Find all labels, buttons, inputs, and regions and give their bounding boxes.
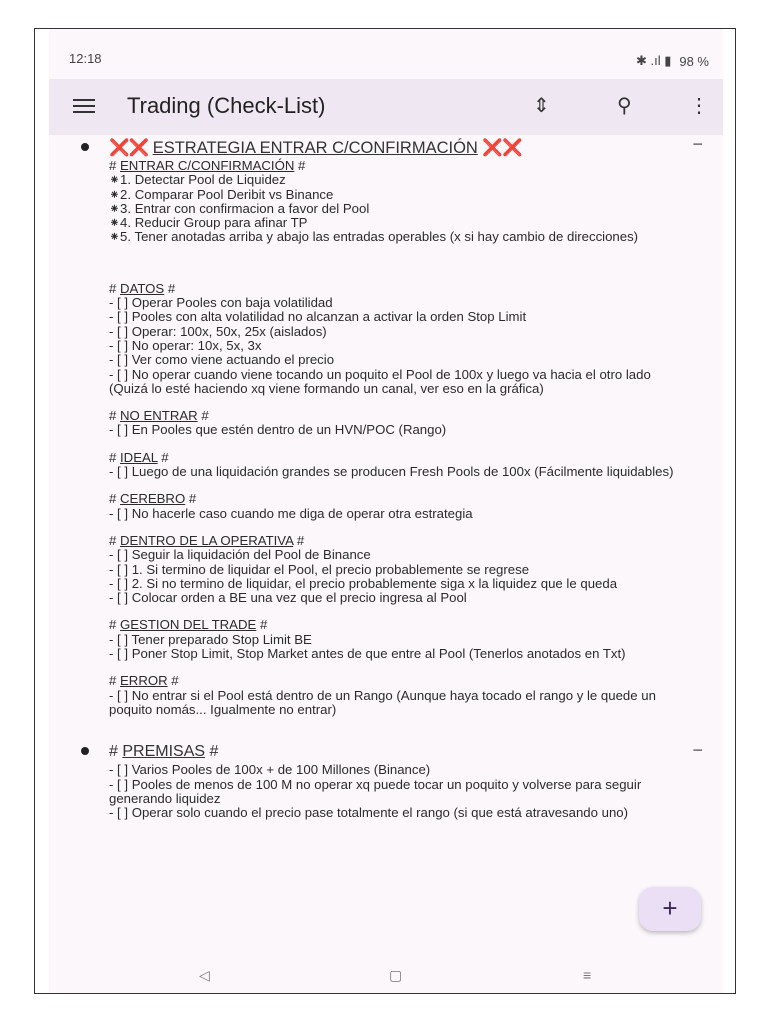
checklist-content (49, 135, 723, 959)
back-icon[interactable]: ◁ (199, 967, 210, 983)
ideal-block (109, 451, 689, 480)
system-nav-bar (49, 959, 723, 994)
block-title: # CEREBRO # (109, 491, 197, 507)
list-item[interactable]: ⁕4. Reducir Group para afinar TP (109, 215, 308, 231)
checklist-item[interactable]: - [ ] Seguir la liquidación del Pool de Binance (109, 547, 371, 563)
checklist-item[interactable]: - [ ] Operar: 100x, 50x, 25x (aislados) (109, 323, 327, 339)
search-icon[interactable]: ⚲ (617, 95, 632, 117)
page-title: Trading (Check-List) (127, 93, 326, 118)
block-title: # ERROR # (109, 673, 179, 689)
premisas-heading: # PREMISAS # (109, 743, 219, 761)
checklist-item[interactable]: - [ ] No entrar si el Pool está dentro de un Rango (Aunque haya tocado el rango y le quede un poquito nomás... Igualmente no entrar) (109, 687, 656, 717)
checklist-item[interactable]: - [ ] Operar solo cuando el precio pase totalmente el rango (si que está atravesando uno) (109, 805, 629, 821)
checklist-item[interactable]: - [ ] Poner Stop Limit, Stop Market antes de que entre al Pool (Tenerlos anotados en Txt) (109, 646, 626, 662)
app-bar (49, 79, 723, 135)
list-item[interactable]: ⁕1. Detectar Pool de Liquidez (109, 172, 286, 188)
cross-mark-icon: ❌❌ (109, 139, 149, 157)
dentro-operativa-block (109, 534, 689, 605)
list-item[interactable]: ⁕2. Comparar Pool Deribit vs Binance (109, 186, 334, 202)
block-title: # IDEAL # (109, 449, 169, 465)
clock: 12:18 (69, 51, 102, 66)
bullet-dot (81, 143, 89, 151)
status-bar (69, 51, 709, 71)
collapse-button[interactable]: − (692, 740, 703, 761)
hamburger-menu-icon[interactable] (73, 99, 95, 115)
recents-icon[interactable]: ≡ (583, 967, 592, 983)
home-icon[interactable]: ▢ (389, 967, 403, 983)
checklist-item[interactable]: - [ ] Pooles de menos de 100 M no operar xq puede tocar un poquito y volverse para seguir generando liquidez (109, 776, 642, 806)
checklist-item[interactable]: - [ ] 1. Si termino de liquidar el Pool, el precio probablemente se regrese (109, 561, 530, 577)
sort-icon[interactable]: ⇕ (533, 95, 550, 117)
gestion-trade-block (109, 618, 689, 661)
block-title: # DENTRO DE LA OPERATIVA # (109, 532, 305, 548)
cerebro-block (109, 492, 689, 521)
list-item[interactable]: ⁕3. Entrar con confirmacion a favor del Pool (109, 200, 370, 216)
checklist-item[interactable]: - [ ] 2. Si no termino de liquidar, el precio probablemente siga x la liquidez que le queda (109, 575, 618, 591)
error-block (109, 674, 689, 717)
checklist-item[interactable]: - [ ] Colocar orden a BE una vez que el precio ingresa al Pool (109, 590, 467, 606)
strategy-section (49, 135, 723, 717)
block-title: # ENTRAR C/CONFIRMACIÓN # (109, 158, 306, 173)
checklist-item[interactable]: - [ ] Luego de una liquidación grandes se producen Fresh Pools de 100x (Fácilmente liquidables) (109, 464, 674, 480)
battery-level: 98 % (679, 53, 709, 69)
block-title: # DATOS # (109, 280, 176, 296)
more-options-icon[interactable]: ⋮ (689, 95, 709, 117)
cross-mark-icon: ❌❌ (482, 139, 522, 157)
checklist-item[interactable]: - [ ] En Pooles que estén dentro de un HVN/POC (Rango) (109, 422, 447, 438)
checklist-item[interactable]: - [ ] No operar: 10x, 5x, 3x (109, 337, 262, 353)
no-entrar-block (109, 409, 689, 438)
checklist-item[interactable]: - [ ] Ver como viene actuando el precio (109, 352, 335, 368)
add-button[interactable]: + (639, 887, 701, 931)
bullet-dot (81, 747, 89, 755)
checklist-item[interactable]: - [ ] No hacerle caso cuando me diga de operar otra estrategia (109, 505, 473, 521)
datos-block (109, 282, 689, 396)
checklist-item[interactable]: - [ ] Pooles con alta volatilidad no alcanzan a activar la orden Stop Limit (109, 309, 527, 325)
block-title: # NO ENTRAR # (109, 408, 209, 424)
checklist-item[interactable]: - [ ] No operar cuando viene tocando un poquito el Pool de 100x y luego va hacia el otro lado (Quizá lo esté haciendo xq viene formando un canal, ver eso en la gráfica) (109, 366, 651, 396)
checklist-item[interactable]: - [ ] Varios Pooles de 100x + de 100 Millones (Binance) (109, 762, 431, 778)
checklist-item[interactable]: - [ ] Operar Pooles con baja volatilidad (109, 295, 333, 311)
signal-icon: ✱ .ıl ▮ (635, 53, 672, 68)
checklist-item[interactable]: - [ ] Tener preparado Stop Limit BE (109, 631, 312, 647)
strategy-heading (109, 137, 689, 159)
screenshot-frame (34, 28, 736, 994)
strategy-title: ESTRATEGIA ENTRAR C/CONFIRMACIÓN (152, 139, 478, 157)
status-icons (636, 51, 709, 71)
block-title: # GESTION DEL TRADE # (109, 617, 268, 633)
list-item[interactable]: ⁕5. Tener anotadas arriba y abajo las entradas operables (x si hay cambio de direcciones) (109, 229, 639, 245)
collapse-button[interactable]: − (692, 135, 703, 154)
premisas-section (49, 741, 723, 820)
entrar-block (109, 159, 689, 245)
phone-screen (49, 29, 723, 994)
